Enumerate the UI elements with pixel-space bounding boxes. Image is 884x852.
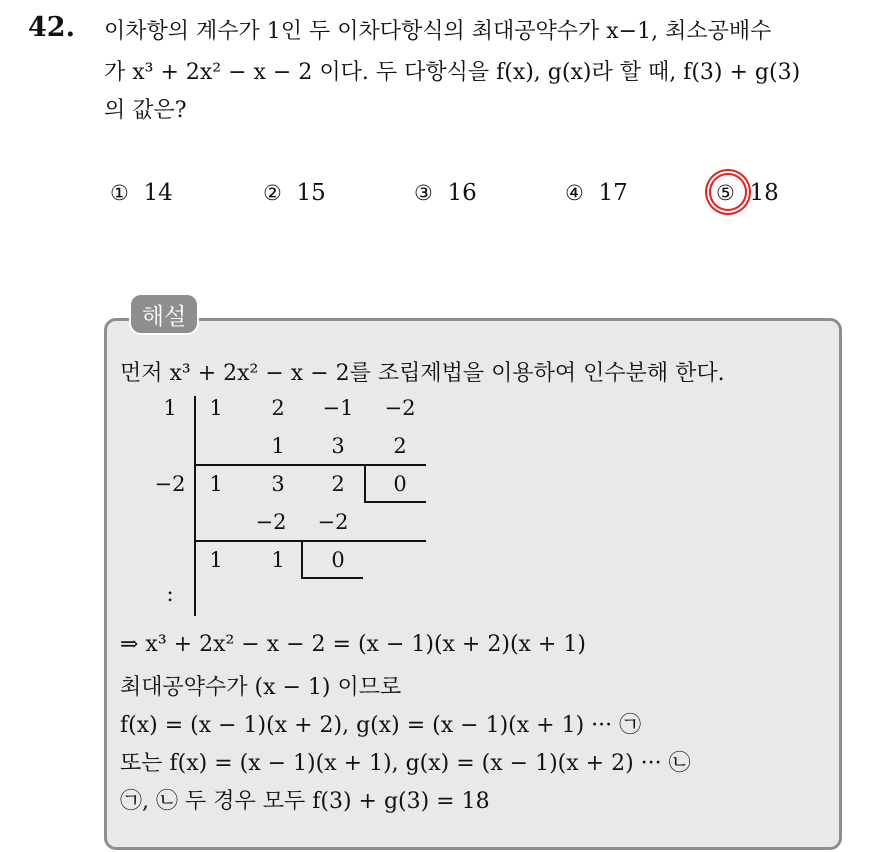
syn-cell: 1 [209,396,223,420]
syn-remainder-bracket [364,501,426,503]
syn-cell: 0 [393,472,407,496]
solution-intro: 먼저 x³ + 2x² − x − 2를 조립제법을 이용하여 인수분해 한다. [120,361,725,386]
choice-5-mark: ⑤ [716,181,735,205]
choice-2-mark: ② [263,181,282,205]
choice-1-value: 14 [143,180,173,206]
syn-remainder-bracket [301,577,363,579]
syn-cell: 0 [331,548,345,572]
syn-cell: −2 [317,510,349,534]
choice-4-value: 17 [598,180,628,206]
divisor-continue: : [166,582,174,606]
syn-cell: −1 [322,396,354,420]
choice-2-value: 15 [296,180,326,206]
syn-cell: 3 [271,472,285,496]
choice-1[interactable] [110,180,173,206]
syn-cell: −2 [255,510,287,534]
syn-cell: 3 [331,434,345,458]
choice-4[interactable] [565,180,628,206]
question-number: 42. [28,12,75,43]
choice-5-value: 18 [749,180,779,206]
choice-2[interactable] [263,180,326,206]
choice-5[interactable] [716,180,779,206]
syn-remainder-bracket [364,464,366,502]
choice-3[interactable] [414,180,477,206]
choice-1-mark: ① [110,181,129,205]
solution-tag: 해설 [129,293,199,335]
syn-cell: 2 [271,396,285,420]
solution-line-4: 또는 f(x) = (x − 1)(x + 1), g(x) = (x − 1)(x + 2) ··· ㉡ [120,751,691,776]
choice-4-mark: ④ [565,181,584,205]
syn-remainder-bracket [301,540,303,578]
solution-line-1: ⇒ x³ + 2x² − x − 2 = (x − 1)(x + 2)(x + 1) [120,632,586,657]
syn-cell: 1 [271,434,285,458]
divisor-2: −2 [154,472,186,496]
syn-cell: 2 [393,434,407,458]
syn-cell: −2 [384,396,416,420]
syn-horizontal-line [194,540,426,542]
syn-cell: 2 [331,472,345,496]
question-line-1: 이차항의 계수가 1인 두 이차다항식의 최대공약수가 x−1, 최소공배수 [104,19,772,44]
choice-3-value: 16 [447,180,477,206]
syn-cell: 1 [209,472,223,496]
solution-line-2: 최대공약수가 (x − 1) 이므로 [120,675,402,700]
solution-line-5: ㉠, ㉡ 두 경우 모두 f(3) + g(3) = 18 [120,789,490,814]
syn-horizontal-line [194,464,426,466]
question-line-3: 의 값은? [104,98,187,123]
syn-cell: 1 [209,548,223,572]
solution-line-3: f(x) = (x − 1)(x + 2), g(x) = (x − 1)(x + 1) ··· ㉠ [120,713,642,738]
choice-3-mark: ③ [414,181,433,205]
syn-cell: 1 [271,548,285,572]
divisor-1: 1 [163,396,177,420]
question-line-2: 가 x³ + 2x² − x − 2 이다. 두 다항식을 f(x), g(x)라 할 때, f(3) + g(3) [104,60,801,85]
syn-vertical-line [194,396,196,616]
